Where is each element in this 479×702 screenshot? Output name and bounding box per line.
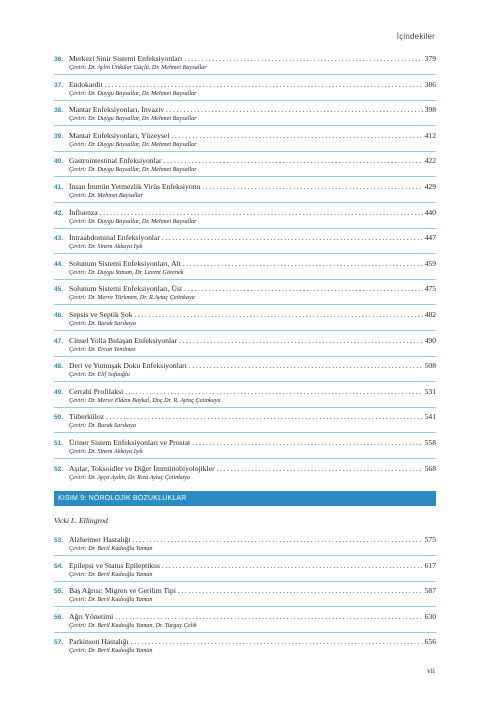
divider	[54, 330, 436, 331]
chapter-title: Parkinson Hastalığı	[69, 637, 129, 647]
toc-entry[interactable]	[54, 156, 436, 182]
divider	[54, 125, 436, 126]
chapter-number: 43.	[54, 235, 64, 243]
chapter-number: 41.	[54, 183, 64, 191]
dot-leader	[192, 439, 423, 448]
page-number: 482	[424, 309, 436, 319]
chapter-title: Baş Ağrısı: Migren ve Gerilim Tipi	[69, 586, 176, 596]
toc-entry[interactable]	[54, 412, 436, 438]
chapter-title: Epilepsi ve Status Epileptikus	[69, 560, 160, 570]
chapter-title: Gastrointestinal Enfeksiyonlar	[69, 156, 162, 166]
dot-leader	[202, 183, 422, 192]
translator-line: Çeviri: Dr. Sinem Akkaya Işık	[69, 447, 143, 455]
chapter-number: 56.	[54, 613, 64, 621]
divider	[54, 407, 436, 408]
chapter-number: 54.	[54, 562, 64, 570]
page-number: 656	[424, 637, 436, 647]
translator-line: Çeviri: Dr. Duygu Baysallar, Dr. Mehmet Baysallar	[69, 217, 197, 225]
translator-line: Çeviri: Dr. Duygu Baysallar, Dr. Mehmet Baysallar	[69, 89, 197, 97]
chapter-number: 45.	[54, 286, 64, 294]
chapter-number: 38.	[54, 107, 64, 115]
chapter-title: İnfluenza	[69, 207, 98, 217]
dot-leader	[115, 613, 422, 622]
chapter-number: 44.	[54, 260, 64, 268]
toc-entry[interactable]	[54, 54, 436, 80]
chapter-title: Cinsel Yolla Bulaşan Enfeksiyonlar	[69, 335, 177, 345]
page-number: 379	[424, 54, 436, 63]
translator-line: Çeviri: Dr. Elif Sofuoğlu	[69, 371, 130, 379]
section-editor: Vicki L. Ellingrod	[54, 516, 108, 525]
divider	[54, 606, 436, 607]
translator-line: Çeviri: Dr. Burak Sarıkaya	[69, 319, 137, 327]
chapter-number: 39.	[54, 132, 64, 140]
divider	[54, 151, 436, 152]
translator-line: Çeviri: Dr. Beril Kadıoğlu Yaman	[69, 545, 153, 552]
chapter-number: 46.	[54, 311, 64, 319]
chapter-number: 50.	[54, 414, 64, 422]
dot-leader	[162, 234, 423, 243]
divider	[54, 304, 436, 305]
chapter-title: Mantar Enfeksiyonları, Yüzeysel	[69, 130, 170, 140]
page-number: 475	[424, 284, 436, 294]
toc-entry[interactable]	[54, 80, 436, 106]
page-number: 447	[424, 233, 436, 243]
page-number: 617	[424, 560, 436, 570]
chapter-number: 51.	[54, 439, 64, 447]
divider	[54, 202, 436, 203]
chapter-title: Cerrahi Profilaksi	[69, 386, 124, 396]
dot-leader	[166, 106, 423, 115]
page-number: 459	[424, 258, 436, 268]
divider	[54, 581, 436, 582]
chapter-title: Solunum Sistemi Enfeksiyonları, Üst	[69, 284, 183, 294]
toc-entry[interactable]	[54, 612, 436, 638]
translator-line: Çeviri: Dr. Duygu Baysallar, Dr. Mehmet Baysallar	[69, 166, 197, 174]
page-folio: vii	[426, 666, 435, 675]
running-head: İçindekiler	[396, 32, 435, 41]
translator-line: Çeviri: Dr. Duygu Yaman, Dr. Levent Görenek	[69, 268, 184, 276]
chapter-number: 47.	[54, 337, 64, 345]
chapter-title: Solunum Sistemi Enfeksiyonları, Alt	[69, 258, 181, 268]
dot-leader	[106, 413, 423, 422]
page-number: 508	[424, 361, 436, 371]
chapter-title: Alzheimer Hastalığı	[69, 535, 131, 544]
chapter-number: 37.	[54, 81, 64, 89]
toc-entry[interactable]	[54, 336, 436, 362]
page-number: 490	[424, 335, 436, 345]
translator-line: Çeviri: Dr. Merve Türkmen, Dr. R.Aytaç Çetinkaya	[69, 294, 195, 302]
chapter-number: 55.	[54, 588, 64, 596]
divider	[54, 632, 436, 633]
translator-line: Çeviri: Dr. Ercan Yenilmez	[69, 345, 136, 353]
chapter-number: 48.	[54, 363, 64, 371]
chapter-number: 40.	[54, 158, 64, 166]
toc-entry[interactable]	[54, 361, 436, 387]
translator-line: Çeviri: Dr. Beril Kadıoğlu Yaman	[69, 570, 153, 578]
divider	[54, 100, 436, 101]
chapter-number: 57.	[54, 639, 64, 647]
page-number: 575	[424, 535, 436, 544]
chapter-title: Aşılar, Toksoidler ve Diğer İmmünobiyolojikler	[69, 463, 215, 473]
translator-line: Çeviri: Dr. Burak Sarıkaya	[69, 422, 137, 430]
toc-entry[interactable]	[54, 535, 436, 561]
chapter-number: 52.	[54, 465, 64, 473]
dot-leader	[184, 285, 423, 294]
chapter-title: Mantar Enfeksiyonları, İnvaziv	[69, 105, 165, 115]
divider	[54, 432, 436, 433]
chapter-title: Ağrı Yönetimi	[69, 611, 114, 621]
page-number: 531	[424, 386, 436, 396]
page-number: 587	[424, 586, 436, 596]
page-number: 429	[424, 181, 436, 191]
dot-leader	[164, 157, 423, 166]
toc-entry[interactable]	[54, 561, 436, 587]
toc-entry[interactable]	[54, 387, 436, 413]
toc-entry[interactable]	[54, 182, 436, 208]
divider	[54, 228, 436, 229]
chapter-title: İntraabdominal Enfeksiyonlar	[69, 233, 160, 243]
chapter-number: 53.	[54, 537, 64, 544]
page-number: 440	[424, 207, 436, 217]
page-number: 541	[424, 412, 436, 422]
toc-list-part2	[54, 535, 436, 663]
divider	[54, 458, 436, 459]
dot-leader	[217, 465, 423, 474]
translator-line: Çeviri: Dr. Ayça Aydin, Dr. Rıza Aytaç Çetinkaya	[69, 473, 190, 481]
dot-leader	[189, 362, 423, 371]
translator-line: Çeviri: Dr. Beril Kadıoğlu Yaman	[69, 596, 153, 604]
toc-entry[interactable]	[54, 464, 436, 490]
toc-entry[interactable]	[54, 438, 436, 464]
translator-line: Çeviri: Dr. Mehmet Baysallar	[69, 191, 143, 199]
dot-leader	[100, 209, 423, 218]
page-number: 386	[424, 79, 436, 89]
page-number: 398	[424, 105, 436, 115]
translator-line: Çeviri: Dr. Merve Eldem Baykal, Doç.Dr. R. Aytaç Çetinkaya	[69, 396, 221, 404]
toc-list-part1	[54, 54, 436, 489]
toc-entry[interactable]	[54, 284, 436, 310]
divider	[54, 381, 436, 382]
dot-leader	[135, 311, 423, 320]
dot-leader	[184, 55, 422, 64]
dot-leader	[125, 388, 422, 397]
divider	[54, 74, 436, 75]
divider	[54, 555, 436, 556]
chapter-title: Sepsis ve Septik Şok	[69, 309, 133, 319]
page-number: 568	[424, 463, 436, 473]
toc-entry[interactable]	[54, 586, 436, 612]
divider	[54, 176, 436, 177]
toc-entry[interactable]	[54, 259, 436, 285]
dot-leader	[178, 587, 423, 596]
dot-leader	[105, 81, 423, 90]
dot-leader	[132, 536, 422, 545]
chapter-title: Tüberküloz	[69, 412, 105, 422]
toc-entry[interactable]	[54, 233, 436, 259]
chapter-title: Endokardit	[69, 79, 103, 89]
page-number: 412	[424, 130, 436, 140]
dot-leader	[179, 337, 423, 346]
translator-line: Çeviri: Dr. Aylin Ünkülar Güçlü, Dr. Mehmet Baysallar	[69, 64, 207, 71]
translator-line: Çeviri: Dr. Duygu Baysallar, Dr. Mehmet Baysallar	[69, 115, 197, 123]
chapter-title: Üriner Sistem Enfeksiyonları ve Prostat	[69, 437, 191, 447]
toc-entry[interactable]	[54, 105, 436, 131]
dot-leader	[183, 260, 423, 269]
toc-entry[interactable]	[54, 131, 436, 157]
section-heading: KISIM 9: NÖROLOJİK BOZUKLUKLAR	[54, 491, 436, 506]
page-number: 630	[424, 611, 436, 621]
page-number: 422	[424, 156, 436, 166]
chapter-number: 42.	[54, 209, 64, 217]
toc-entry[interactable]	[54, 310, 436, 336]
dot-leader	[171, 132, 422, 141]
dot-leader	[162, 562, 423, 571]
chapter-title: Deri ve Yumuşak Doku Enfeksiyonları	[69, 361, 187, 371]
translator-line: Çeviri: Dr. Beril Kadıoğlu Yaman	[69, 647, 153, 655]
chapter-title: Merkezi Sinir Sistemi Enfeksiyonları	[69, 54, 183, 63]
dot-leader	[131, 638, 423, 647]
divider	[54, 279, 436, 280]
translator-line: Çeviri: Dr. Sinem Akkaya Işık	[69, 243, 143, 251]
translator-line: Çeviri: Dr. Beril Kadıoğlu Yaman, Dr. Turgay Çelik	[69, 621, 197, 629]
chapter-number: 49.	[54, 388, 64, 396]
chapter-title: İnsan İmmün Yetmezlik Virüs Enfeksiyonu	[69, 181, 201, 191]
page-number: 558	[424, 437, 436, 447]
toc-entry[interactable]	[54, 637, 436, 663]
divider	[54, 356, 436, 357]
divider	[54, 253, 436, 254]
chapter-number: 36.	[54, 56, 64, 63]
translator-line: Çeviri: Dr. Duygu Baysallar, Dr. Mehmet Baysallar	[69, 140, 197, 148]
toc-entry[interactable]	[54, 208, 436, 234]
